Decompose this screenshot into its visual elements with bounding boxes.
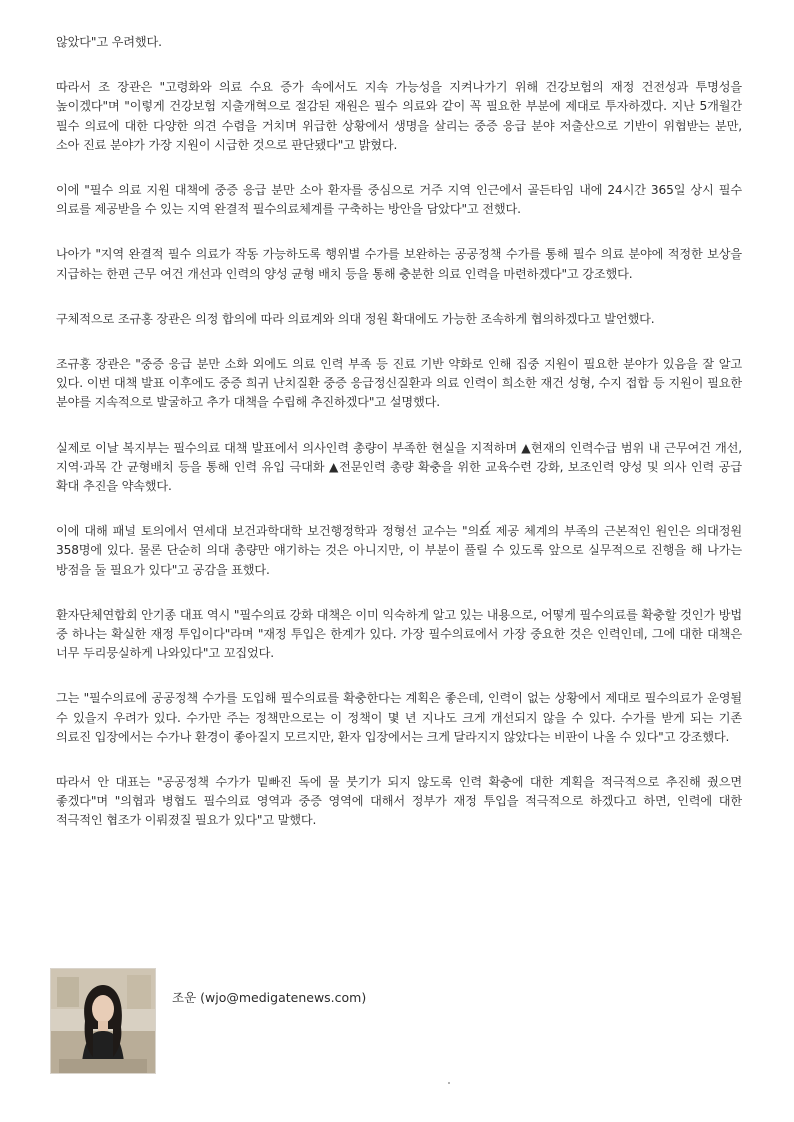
paragraph: 이에 대해 패널 토의에서 연세대 보건과학대학 보건행정학과 정형선 교수는 "의료 제공 체계의 부족의 근본적인 원인은 의대정원 358명에 있다. 물론 단순히 의대 총량만 얘기하는 것은 아니지만, 이 부분이 풀릴 수 있도록 앞으로 실무적으로 진행을 해 나가는 방점을 둘 필요가 있다"고 공감을 표했다.: [56, 524, 742, 577]
paragraph: 나아가 "지역 완결적 필수 의료가 작동 가능하도록 행위별 수가를 보완하는 공공정책 수가를 통해 필수 의료 분야에 적정한 보상을 지급하는 한편 근무 여건 개선과 인력의 양성 균형 배치 등을 통해 충분한 의료 인력을 마련하겠다"고 강조했다.: [56, 247, 742, 281]
author-email: (wjo@medigatenews.com): [200, 990, 367, 1005]
paragraph: 따라서 안 대표는 "공공정책 수가가 밑빠진 독에 물 붓기가 되지 않도록 인력 확충에 대한 계획을 적극적으로 추진해 줬으면 좋겠다"며 "의협과 병협도 필수의료 영역과 중증 영역에 대해서 정부가 재정 투입을 적극적으로 하겠다고 하면, 인력에 대한 적극적인 협조가 이뤄졌질 필요가 있다"고 말했다.: [56, 775, 742, 828]
scan-speck: [448, 1082, 450, 1084]
article-body: [56, 33, 742, 857]
paragraph: 그는 "필수의료에 공공정책 수가를 도입해 필수의료를 확충한다는 계획은 좋은데, 인력이 없는 상황에서 제대로 필수의료가 운영될 수 있을지 우려가 있다. 수가만 주는 정책만으로는 이 정책이 몇 년 지나도 크게 개선되지 않을 수 있다. 수가를 받게 되는 기존 의료진 입장에서는 수가나 환경이 좋아질지 모르지만, 환자 입장에서는 크게 달라지지 않았다는 비판이 나올 수 있다"고 강조했다.: [56, 691, 742, 744]
paragraph: 조규홍 장관은 "중증 응급 분만 소화 외에도 의료 인력 부족 등 진료 기반 약화로 인해 집중 지원이 필요한 분야가 있음을 잘 알고 있다. 이번 대책 발표 이후에도 중증 희귀 난치질환 중증 응급정신질환과 의료 인력이 희소한 재건 성형, 수지 접합 등 지원이 필요한 분야를 지속적으로 발굴하고 추가 대책을 수립해 추진하겠다"고 설명했다.: [56, 357, 742, 410]
author-line: [172, 988, 370, 1006]
portrait-image: [51, 969, 155, 1073]
author-byline: [50, 968, 470, 1076]
paragraph: 실제로 이날 복지부는 필수의료 대책 발표에서 의사인력 총량이 부족한 현실을 지적하며 ▲현재의 인력수급 범위 내 근무여건 개선, 지역·과목 간 균형배치 등을 통해 인력 유입 극대화 ▲전문인력 총량 확충을 위한 교육수련 강화, 보조인력 양성 및 의사 인력 공급 확대 추진을 약속했다.: [56, 440, 742, 494]
paragraph: 환자단체연합회 안기종 대표 역시 "필수의료 강화 대책은 이미 익숙하게 알고 있는 내용으로, 어떻게 필수의료를 확충할 것인가 방법 중 하나는 확실한 재정 투입이다"라며 "재정 투입은 한계가 있다. 가장 필수의료에서 가장 중요한 것은 인력인데, 그에 대한 대책은 너무 두리뭉실하게 나와있다"고 꼬집었다.: [56, 607, 742, 661]
author-photo: [50, 968, 156, 1074]
paragraph: 않았다"고 우려했다.: [56, 35, 162, 49]
paragraph: 이에 "필수 의료 지원 대책에 중증 응급 분만 소아 환자를 중심으로 거주 지역 인근에서 골든타임 내에 24시간 365일 상시 필수 의료를 제공받을 수 있는 지역 완결적 필수의료체계를 구축하는 방안을 담았다"고 전했다.: [56, 183, 742, 217]
pen-mark-icon: [478, 519, 492, 533]
paragraph: 구체적으로 조규홍 장관은 의정 합의에 따라 의료계와 의대 정원 확대에도 가능한 조속하게 협의하겠다고 발언했다.: [56, 311, 655, 326]
author-name: 조운: [172, 990, 197, 1005]
paragraph: 따라서 조 장관은 "고령화와 의료 수요 증가 속에서도 지속 가능성을 지켜나가기 위해 건강보험의 재정 건전성과 투명성을 높이겠다"며 "이렇게 건강보험 지출개혁으로 절감된 재원은 필수 의료와 같이 꼭 필요한 부분에 제대로 투자하겠다. 지난 5개월간 필수 의료에 대한 다양한 의견 수렴을 거치며 위급한 상황에서 생명을 살리는 중증 응급 분야 저출산으로 기반이 위협받는 분만, 소아 진료 분야가 가장 지원이 시급한 것으로 판단됐다"고 밝혔다.: [56, 80, 742, 152]
